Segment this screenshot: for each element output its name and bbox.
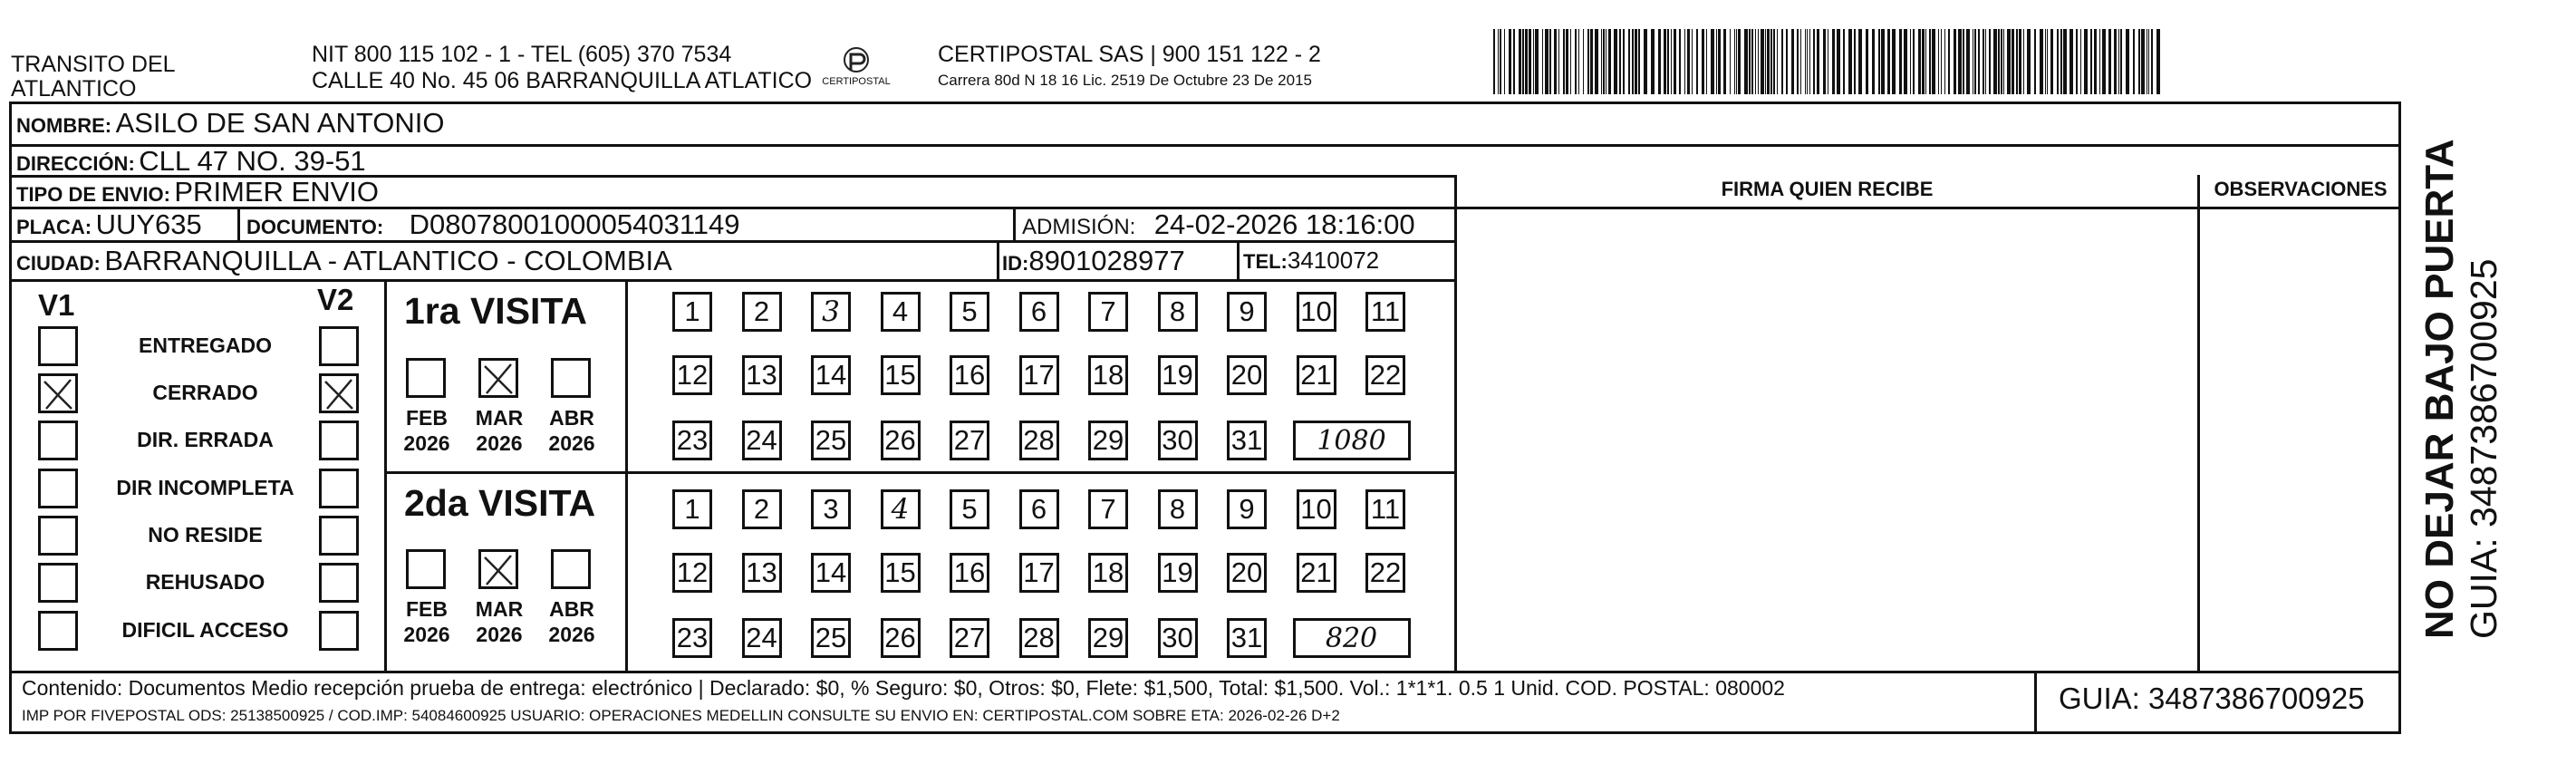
day-box[interactable]: 14 bbox=[811, 355, 851, 395]
barcode-bar bbox=[1800, 29, 1801, 94]
barcode-bar bbox=[1767, 29, 1770, 94]
barcode-bar bbox=[1989, 29, 1991, 94]
barcode-bar bbox=[1566, 29, 1568, 94]
day-box[interactable]: 21 bbox=[1297, 355, 1336, 395]
barcode-bar bbox=[1887, 29, 1890, 94]
barcode-bar bbox=[1575, 29, 1577, 94]
barcode-bar bbox=[1525, 29, 1528, 94]
barcode-bar bbox=[1628, 29, 1630, 94]
barcode-bar bbox=[1878, 29, 1880, 94]
barcode-bar bbox=[1773, 29, 1775, 94]
status-label: NO RESIDE bbox=[148, 523, 263, 546]
day-box[interactable]: 30 bbox=[1158, 618, 1198, 658]
month-checkbox-feb[interactable] bbox=[406, 358, 446, 398]
documento-cell: DOCUMENTO: D08078001000054031149 bbox=[246, 208, 740, 240]
barcode-bar bbox=[1983, 29, 1984, 94]
barcode-bar bbox=[1781, 29, 1783, 94]
barcode-bar bbox=[1651, 29, 1655, 94]
day-box[interactable]: 16 bbox=[950, 553, 989, 593]
barcode-bar bbox=[1770, 29, 1772, 94]
barcode-bar bbox=[1797, 29, 1799, 94]
day-box[interactable]: 31 bbox=[1227, 421, 1267, 460]
barcode-bar bbox=[1817, 29, 1819, 94]
status-label: DIR INCOMPLETA bbox=[116, 476, 294, 499]
barcode-bar bbox=[1570, 29, 1571, 94]
barcode-bar bbox=[1823, 29, 1826, 94]
tel-cell: TEL:3410072 bbox=[1243, 247, 1380, 274]
observaciones-area[interactable] bbox=[2200, 210, 2401, 669]
month-checkbox-abr[interactable] bbox=[551, 549, 591, 589]
barcode-bar bbox=[1583, 29, 1584, 94]
barcode-bar bbox=[1974, 29, 1976, 94]
v2-checkbox[interactable] bbox=[319, 373, 359, 413]
nombre-value: ASILO DE SAN ANTONIO bbox=[115, 107, 445, 139]
day-box[interactable]: 7 bbox=[1088, 292, 1128, 332]
id-cell: ID:8901028977 bbox=[1002, 245, 1185, 276]
barcode-bar bbox=[1910, 29, 1911, 94]
barcode-bar bbox=[2120, 29, 2122, 94]
day-box[interactable]: 31 bbox=[1227, 618, 1267, 658]
v1-checkbox[interactable] bbox=[38, 421, 78, 460]
barcode-bar bbox=[1545, 29, 1548, 94]
barcode-bar bbox=[2057, 29, 2059, 94]
barcode-bar bbox=[1913, 29, 1915, 94]
direccion-row: DIRECCIÓN: CLL 47 NO. 39-51 bbox=[16, 145, 366, 177]
day-box[interactable]: 15 bbox=[881, 355, 921, 395]
placa-cell: PLACA: UUY635 bbox=[16, 208, 202, 240]
day-box[interactable]: 17 bbox=[1019, 553, 1059, 593]
day-box[interactable]: 8 bbox=[1158, 292, 1198, 332]
barcode-bar bbox=[1758, 29, 1759, 94]
handwritten-time: 1080 bbox=[1317, 424, 1386, 457]
barcode-bar bbox=[1522, 29, 1524, 94]
barcode-bar bbox=[2108, 29, 2111, 94]
barcode-bar bbox=[2138, 29, 2140, 94]
status-label: CERRADO bbox=[152, 381, 258, 404]
signature-area[interactable] bbox=[1457, 210, 2197, 669]
time-box[interactable] bbox=[1293, 618, 1411, 658]
barcode-bar bbox=[1813, 29, 1815, 94]
barcode-bar bbox=[1632, 29, 1634, 94]
barcode-bar bbox=[1702, 29, 1704, 94]
barcode-bar bbox=[1858, 29, 1862, 94]
barcode-bar bbox=[1738, 29, 1741, 94]
barcode-bar bbox=[1751, 29, 1753, 94]
barcode-bar bbox=[1954, 29, 1956, 94]
imp-text: IMP POR FIVEPOSTAL ODS: 25138500925 / COD.IMP: 54084600925 USUARIO: OPERACIONES MEDELLIN CONSULTE SU ENVIO EN: CERTIPOSTAL.COM SOBRE ETA: 2026-02-26 D+2 bbox=[22, 707, 1340, 724]
barcode-bar bbox=[2148, 29, 2149, 94]
day-box[interactable]: 26 bbox=[881, 421, 921, 460]
day-box[interactable]: 29 bbox=[1088, 421, 1128, 460]
barcode-bar bbox=[2050, 29, 2053, 94]
month-checkbox-abr[interactable] bbox=[551, 358, 591, 398]
v1-checkbox[interactable] bbox=[38, 469, 78, 508]
day-box[interactable]: 3 bbox=[811, 292, 851, 332]
barcode-bar bbox=[1718, 29, 1721, 94]
day-box[interactable]: 9 bbox=[1227, 292, 1267, 332]
day-box[interactable]: 13 bbox=[742, 553, 782, 593]
ciudad-value: BARRANQUILLA - ATLANTICO - COLOMBIA bbox=[104, 245, 672, 276]
barcode-bar bbox=[1948, 29, 1950, 94]
barcode-bar bbox=[1761, 29, 1764, 94]
first-visit-title: 1ra VISITA bbox=[404, 290, 588, 332]
time-box[interactable] bbox=[1293, 421, 1411, 460]
barcode-bar bbox=[1966, 29, 1970, 94]
status-label: DIR. ERRADA bbox=[137, 428, 274, 451]
barcode-bar bbox=[1899, 29, 1902, 94]
barcode-bar bbox=[1807, 29, 1808, 94]
barcode-bar bbox=[1711, 29, 1714, 94]
barcode-bar bbox=[2019, 29, 2021, 94]
barcode-bar bbox=[1692, 29, 1693, 94]
day-box[interactable]: 11 bbox=[1365, 292, 1405, 332]
barcode-bar bbox=[1623, 29, 1625, 94]
second-visit-title: 2da VISITA bbox=[404, 482, 596, 524]
barcode-bar bbox=[2034, 29, 2036, 94]
barcode-bar bbox=[1684, 29, 1685, 94]
barcode-bar bbox=[1504, 29, 1505, 94]
barcode-bar bbox=[1998, 29, 2000, 94]
barcode-bar bbox=[1892, 29, 1896, 94]
barcode-bar bbox=[2001, 29, 2002, 94]
barcode-bar bbox=[1843, 29, 1845, 94]
month-checkbox-feb[interactable] bbox=[406, 549, 446, 589]
day-box[interactable]: 4 bbox=[881, 489, 921, 529]
barcode-bar bbox=[1533, 29, 1534, 94]
day-box[interactable]: 6 bbox=[1019, 292, 1059, 332]
status-label: ENTREGADO bbox=[139, 334, 272, 357]
v2-checkbox[interactable] bbox=[319, 469, 359, 508]
barcode-bar bbox=[1723, 29, 1726, 94]
barcode-bar bbox=[1918, 29, 1921, 94]
handwritten-time: 820 bbox=[1325, 622, 1378, 654]
barcode-bar bbox=[1958, 29, 1962, 94]
barcode-bar bbox=[1755, 29, 1756, 94]
day-box[interactable]: 20 bbox=[1227, 355, 1267, 395]
day-box[interactable]: 19 bbox=[1158, 355, 1198, 395]
company-info: CERTIPOSTAL SAS | 900 151 122 - 2 Carrera 80d N 18 16 Lic. 2519 De Octubre 23 De 2015 bbox=[938, 42, 1321, 89]
month-label: MAR 2026 bbox=[475, 406, 524, 455]
barcode-bar bbox=[1716, 29, 1717, 94]
status-label: DIFICIL ACCESO bbox=[121, 618, 289, 642]
barcode-bar bbox=[1985, 29, 1986, 94]
day-box[interactable]: 21 bbox=[1297, 553, 1336, 593]
barcode-bar bbox=[1837, 29, 1840, 94]
day-box[interactable]: 19 bbox=[1158, 553, 1198, 593]
issuer-name: TRANSITO DEL ATLANTICO bbox=[11, 52, 176, 102]
certipostal-logo: CERTIPOSTAL bbox=[820, 42, 892, 94]
day-box[interactable]: 7 bbox=[1088, 489, 1128, 529]
day-box[interactable]: 10 bbox=[1297, 292, 1336, 332]
day-box[interactable]: 23 bbox=[672, 421, 712, 460]
barcode-bar bbox=[1749, 29, 1751, 94]
barcode-bar bbox=[2040, 29, 2043, 94]
side-guia: GUIA: 3487386700925 bbox=[2463, 258, 2504, 639]
barcode-bar bbox=[1872, 29, 1875, 94]
barcode-bar bbox=[2151, 29, 2153, 94]
barcode-bar bbox=[1542, 29, 1543, 94]
barcode-bar bbox=[1706, 29, 1707, 94]
barcode-bar bbox=[1554, 29, 1557, 94]
direccion-value: CLL 47 NO. 39-51 bbox=[139, 145, 366, 177]
barcode-bar bbox=[1558, 29, 1559, 94]
day-box[interactable]: 23 bbox=[672, 618, 712, 658]
v1-checkbox[interactable] bbox=[38, 516, 78, 556]
day-box[interactable]: 5 bbox=[950, 489, 989, 529]
barcode-bar bbox=[2126, 29, 2129, 94]
barcode-bar bbox=[2114, 29, 2117, 94]
side-warning: NO DEJAR BAJO PUERTA bbox=[2417, 139, 2462, 639]
day-box[interactable]: 25 bbox=[811, 618, 851, 658]
barcode-bar bbox=[1563, 29, 1565, 94]
v2-header: V2 bbox=[317, 283, 354, 316]
barcode-bar bbox=[1679, 29, 1681, 94]
day-box[interactable]: 22 bbox=[1365, 553, 1405, 593]
day-box[interactable]: 15 bbox=[881, 553, 921, 593]
contenido-text: Contenido: Documentos Medio recepción prueba de entrega: electrónico | Declarado: $0, % Seguro: $0, Otros: $0, Flete: $1,500, Total: $1,500. Vol.: 1*1*1. 0.5 1 Unid. COD. POSTAL: 080002 bbox=[22, 676, 1785, 700]
barcode-bar bbox=[2076, 29, 2078, 94]
day-box[interactable]: 10 bbox=[1297, 489, 1336, 529]
v2-checkbox[interactable] bbox=[319, 421, 359, 460]
barcode-bar bbox=[1941, 29, 1942, 94]
barcode-bar bbox=[1881, 29, 1885, 94]
barcode-bar bbox=[2045, 29, 2046, 94]
barcode-bar bbox=[1667, 29, 1669, 94]
day-box[interactable]: 11 bbox=[1365, 489, 1405, 529]
barcode-bar bbox=[1904, 29, 1907, 94]
barcode-bar bbox=[1791, 29, 1794, 94]
barcode-bar bbox=[1730, 29, 1731, 94]
barcode-bar bbox=[2069, 29, 2073, 94]
barcode-bar bbox=[2094, 29, 2097, 94]
barcode-bar bbox=[2141, 29, 2145, 94]
barcode-bar bbox=[1590, 29, 1593, 94]
barcode-bar bbox=[1509, 29, 1511, 94]
barcode-bar bbox=[1638, 29, 1640, 94]
side-text bbox=[2417, 139, 2504, 639]
day-box[interactable]: 18 bbox=[1088, 355, 1128, 395]
barcode-bar bbox=[1644, 29, 1647, 94]
id-value: 8901028977 bbox=[1028, 245, 1185, 276]
barcode-bar bbox=[1687, 29, 1690, 94]
barcode-bar bbox=[2027, 29, 2031, 94]
issuer-contact: NIT 800 115 102 - 1 - TEL (605) 370 7534 CALLE 40 No. 45 06 BARRANQUILLA ATLATICO bbox=[312, 42, 813, 93]
barcode-bar bbox=[1595, 29, 1598, 94]
day-box[interactable]: 12 bbox=[672, 553, 712, 593]
month-label: ABR 2026 bbox=[548, 406, 595, 455]
barcode-bar bbox=[1513, 29, 1515, 94]
barcode-bar bbox=[1805, 29, 1806, 94]
v2-checkbox[interactable] bbox=[319, 516, 359, 556]
barcode-bar bbox=[1519, 29, 1521, 94]
barcode-bar bbox=[1925, 29, 1926, 94]
day-box[interactable]: 30 bbox=[1158, 421, 1198, 460]
v1-header: V1 bbox=[38, 288, 75, 322]
barcode-bar bbox=[2099, 29, 2100, 94]
day-box[interactable]: 27 bbox=[950, 618, 989, 658]
barcode-bar bbox=[1500, 29, 1501, 94]
barcode-bar bbox=[1809, 29, 1810, 94]
barcode-bar bbox=[1944, 29, 1945, 94]
barcode-bar bbox=[2023, 29, 2024, 94]
barcode-bar bbox=[1529, 29, 1531, 94]
v1-checkbox[interactable] bbox=[38, 611, 78, 651]
barcode-bar bbox=[2016, 29, 2018, 94]
day-box[interactable]: 13 bbox=[742, 355, 782, 395]
v1-checkbox[interactable] bbox=[38, 373, 78, 413]
status-label: REHUSADO bbox=[145, 570, 265, 594]
day-box[interactable]: 5 bbox=[950, 292, 989, 332]
nombre-row: NOMBRE: ASILO DE SAN ANTONIO bbox=[16, 107, 445, 139]
barcode-bar bbox=[1619, 29, 1621, 94]
barcode-bar bbox=[1601, 29, 1602, 94]
placa-value: UUY635 bbox=[95, 208, 202, 240]
firma-header: FIRMA QUIEN RECIBE bbox=[1721, 178, 1934, 200]
day-box[interactable]: 4 bbox=[881, 292, 921, 332]
day-box[interactable]: 8 bbox=[1158, 489, 1198, 529]
barcode-bar bbox=[2060, 29, 2062, 94]
barcode-bar bbox=[2090, 29, 2092, 94]
barcode-bar bbox=[1854, 29, 1856, 94]
day-box[interactable]: 27 bbox=[950, 421, 989, 460]
day-box[interactable]: 28 bbox=[1019, 618, 1059, 658]
month-label: FEB 2026 bbox=[403, 406, 450, 455]
day-box[interactable]: 29 bbox=[1088, 618, 1128, 658]
day-box[interactable]: 14 bbox=[811, 553, 851, 593]
day-box[interactable]: 12 bbox=[672, 355, 712, 395]
barcode-bar bbox=[1674, 29, 1676, 94]
day-box[interactable]: 3 bbox=[811, 489, 851, 529]
barcode-bar bbox=[1608, 29, 1611, 94]
barcode-bar bbox=[1736, 29, 1737, 94]
tel-value: 3410072 bbox=[1287, 247, 1380, 274]
barcode-bar bbox=[1938, 29, 1939, 94]
barcode-bar bbox=[1664, 29, 1666, 94]
v1-checkbox[interactable] bbox=[38, 563, 78, 603]
barcode-bar bbox=[2084, 29, 2088, 94]
barcode-bar bbox=[1993, 29, 1997, 94]
day-box[interactable]: 24 bbox=[742, 618, 782, 658]
barcode-bar bbox=[1734, 29, 1735, 94]
month-label: MAR 2026 bbox=[475, 597, 524, 646]
barcode-bar bbox=[1671, 29, 1672, 94]
barcode-bar bbox=[1932, 29, 1935, 94]
documento-value: D08078001000054031149 bbox=[409, 208, 740, 240]
day-box[interactable]: 25 bbox=[811, 421, 851, 460]
barcode bbox=[1493, 29, 2166, 94]
v1-checkbox[interactable] bbox=[38, 326, 78, 366]
v2-checkbox[interactable] bbox=[319, 326, 359, 366]
admision-value: 24-02-2026 18:16:00 bbox=[1153, 208, 1415, 240]
day-box[interactable]: 1 bbox=[672, 489, 712, 529]
v2-checkbox[interactable] bbox=[319, 611, 359, 651]
day-box[interactable]: 2 bbox=[742, 489, 782, 529]
barcode-bar bbox=[1493, 29, 1495, 94]
barcode-bar bbox=[1978, 29, 1980, 94]
barcode-bar bbox=[1587, 29, 1589, 94]
tipo-value: PRIMER ENVIO bbox=[174, 176, 380, 208]
month-label: FEB 2026 bbox=[403, 597, 450, 646]
barcode-bar bbox=[1929, 29, 1931, 94]
barcode-bar bbox=[1786, 29, 1788, 94]
barcode-bar bbox=[2007, 29, 2011, 94]
day-box[interactable]: 6 bbox=[1019, 489, 1059, 529]
day-box[interactable]: 16 bbox=[950, 355, 989, 395]
barcode-bar bbox=[2012, 29, 2014, 94]
barcode-bar bbox=[2080, 29, 2081, 94]
barcode-bar bbox=[1696, 29, 1698, 94]
day-box[interactable]: 17 bbox=[1019, 355, 1059, 395]
footer-guia: GUIA: 3487386700925 bbox=[2059, 682, 2365, 715]
day-box[interactable]: 20 bbox=[1227, 553, 1267, 593]
ciudad-row: CIUDAD: BARRANQUILLA - ATLANTICO - COLOMBIA bbox=[16, 245, 672, 276]
tipo-row: TIPO DE ENVIO: PRIMER ENVIO bbox=[16, 176, 380, 208]
day-box[interactable]: 9 bbox=[1227, 489, 1267, 529]
barcode-bar bbox=[1535, 29, 1539, 94]
barcode-bar bbox=[1777, 29, 1778, 94]
admision-cell: ADMISIÓN: 24-02-2026 18:16:00 bbox=[1022, 208, 1415, 240]
barcode-bar bbox=[1765, 29, 1766, 94]
month-checkbox-mar[interactable] bbox=[478, 549, 518, 589]
barcode-bar bbox=[1614, 29, 1617, 94]
day-box[interactable]: 28 bbox=[1019, 421, 1059, 460]
barcode-bar bbox=[2102, 29, 2106, 94]
barcode-bar bbox=[1832, 29, 1835, 94]
barcode-bar bbox=[1963, 29, 1964, 94]
barcode-bar bbox=[1549, 29, 1551, 94]
barcode-bar bbox=[1744, 29, 1748, 94]
barcode-bar bbox=[2156, 29, 2160, 94]
month-checkbox-mar[interactable] bbox=[478, 358, 518, 398]
day-box[interactable]: 24 bbox=[742, 421, 782, 460]
day-box[interactable]: 18 bbox=[1088, 553, 1128, 593]
barcode-bar bbox=[1848, 29, 1852, 94]
barcode-bar bbox=[1578, 29, 1579, 94]
observaciones-header: OBSERVACIONES bbox=[2214, 178, 2388, 200]
barcode-bar bbox=[1635, 29, 1637, 94]
v2-checkbox[interactable] bbox=[319, 563, 359, 603]
barcode-bar bbox=[2047, 29, 2048, 94]
barcode-bar bbox=[1603, 29, 1605, 94]
barcode-bar bbox=[2063, 29, 2067, 94]
barcode-bar bbox=[1658, 29, 1661, 94]
barcode-bar bbox=[1498, 29, 1499, 94]
day-box[interactable]: 2 bbox=[742, 292, 782, 332]
barcode-bar bbox=[1922, 29, 1925, 94]
barcode-bar bbox=[2133, 29, 2135, 94]
barcode-bar bbox=[1866, 29, 1868, 94]
barcode-bar bbox=[2003, 29, 2004, 94]
day-box[interactable]: 22 bbox=[1365, 355, 1405, 395]
barcode-bar bbox=[2118, 29, 2119, 94]
day-box[interactable]: 1 bbox=[672, 292, 712, 332]
month-label: ABR 2026 bbox=[548, 597, 595, 646]
day-box[interactable]: 26 bbox=[881, 618, 921, 658]
